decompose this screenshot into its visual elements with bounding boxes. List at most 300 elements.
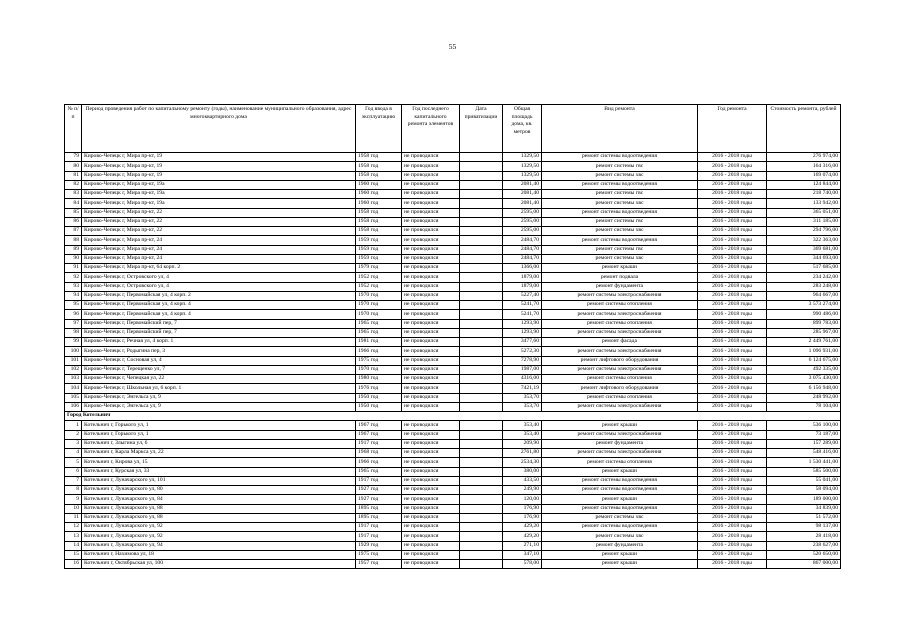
- cell-privatization: [460, 190, 503, 199]
- cell-area: 429,20: [503, 523, 542, 532]
- table-row: [65, 458, 841, 467]
- cell-last-repair: не проводился: [402, 180, 460, 189]
- cell-area: 2081,40: [503, 180, 542, 189]
- cell-year-commissioned: 1967 год: [356, 430, 402, 439]
- cell-repair-year: 2016 - 2018 годы: [698, 245, 767, 254]
- cell-repair-type: ремонт системы хвс: [542, 199, 698, 208]
- cell-privatization: [460, 467, 503, 476]
- cell-privatization: [460, 476, 503, 485]
- cell-num: 92: [65, 273, 82, 282]
- table-row: [65, 338, 841, 347]
- cell-year-commissioned: 1952 год: [356, 282, 402, 291]
- cell-repair-type: ремонт системы водоотведения: [542, 476, 698, 485]
- cell-repair-type: ремонт системы водоотведения: [542, 208, 698, 217]
- repair-table: [64, 104, 841, 569]
- cell-cost: 322 363,00: [767, 236, 841, 245]
- cell-cost: 369 681,00: [767, 245, 841, 254]
- cell-cost: 276 974,00: [767, 153, 841, 162]
- cell-address: Кирово-Чепецк г, Первомайская ул, 4 корп. 4: [82, 310, 356, 319]
- table-row: [65, 282, 841, 291]
- cell-repair-year: 2016 - 2018 годы: [698, 393, 767, 402]
- cell-repair-year: 2016 - 2018 годы: [698, 347, 767, 356]
- cell-address: Котельнич г, Луначарского ул, 80: [82, 486, 356, 495]
- cell-repair-type: ремонт системы отопления: [542, 375, 698, 384]
- cell-area: 7421,19: [503, 384, 542, 393]
- cell-address: Котельнич г, Луначарского ул, 94: [82, 541, 356, 550]
- table-row: [65, 180, 841, 189]
- cell-last-repair: не проводился: [402, 153, 460, 162]
- cell-privatization: [460, 319, 503, 328]
- cell-year-commissioned: 1960 год: [356, 190, 402, 199]
- cell-year-commissioned: 1979 год: [356, 264, 402, 273]
- cell-num: 104: [65, 384, 82, 393]
- table-row: [65, 375, 841, 384]
- cell-address: Кирово-Чепецк г, Островского ул, 4: [82, 282, 356, 291]
- cell-privatization: [460, 550, 503, 559]
- cell-area: 433,50: [503, 476, 542, 485]
- cell-address: Котельнич г, Злыгина ул, 6: [82, 439, 356, 448]
- cell-privatization: [460, 236, 503, 245]
- cell-cost: 520 650,00: [767, 550, 841, 559]
- cell-repair-year: 2016 - 2018 годы: [698, 467, 767, 476]
- cell-repair-year: 2016 - 2018 годы: [698, 541, 767, 550]
- table-row: [65, 467, 841, 476]
- cell-num: 105: [65, 393, 82, 402]
- cell-last-repair: не проводился: [402, 319, 460, 328]
- cell-year-commissioned: 1958 год: [356, 217, 402, 226]
- cell-last-repair: не проводился: [402, 291, 460, 300]
- cell-area: 4316,00: [503, 375, 542, 384]
- cell-year-commissioned: 1957 год: [356, 560, 402, 569]
- cell-address: Кирово-Чепецк г, Первомайский пер, 7: [82, 319, 356, 328]
- cell-num: 8: [65, 486, 82, 495]
- cell-repair-type: ремонт крыши: [542, 495, 698, 504]
- page-number: 55: [448, 42, 457, 51]
- table-row: [65, 523, 841, 532]
- cell-area: 1987,00: [503, 365, 542, 374]
- cell-repair-year: 2016 - 2018 годы: [698, 217, 767, 226]
- cell-last-repair: не проводился: [402, 550, 460, 559]
- cell-address: Кирово-Чепецк г, Мира пр-кт, 64 корп. 2: [82, 264, 356, 273]
- cell-address: Кирово-Чепецк г, Мира пр-кт, 24: [82, 254, 356, 263]
- cell-num: 1: [65, 421, 82, 430]
- cell-cost: 536 100,00: [767, 421, 841, 430]
- cell-privatization: [460, 421, 503, 430]
- cell-last-repair: не проводился: [402, 190, 460, 199]
- cell-last-repair: не проводился: [402, 513, 460, 522]
- cell-repair-type: ремонт системы хвс: [542, 254, 698, 263]
- cell-repair-type: ремонт крыши: [542, 467, 698, 476]
- table-row: [65, 495, 841, 504]
- cell-area: 2595,00: [503, 227, 542, 236]
- cell-address: Кирово-Чепецк г, Речная ул, 4 корп. 1: [82, 338, 356, 347]
- cell-num: 90: [65, 254, 82, 263]
- cell-privatization: [460, 301, 503, 310]
- table-row: [65, 430, 841, 439]
- cell-area: 353,70: [503, 393, 542, 402]
- table-row: [65, 384, 841, 393]
- cell-repair-type: ремонт фундамента: [542, 282, 698, 291]
- cell-repair-year: 2016 - 2018 годы: [698, 504, 767, 513]
- cell-area: 271,10: [503, 541, 542, 550]
- cell-cost: 3 573 274,00: [767, 301, 841, 310]
- cell-privatization: [460, 291, 503, 300]
- table-header-row: [65, 105, 841, 153]
- cell-num: 89: [65, 245, 82, 254]
- table-row: [65, 227, 841, 236]
- table-row: [65, 153, 841, 162]
- cell-num: 103: [65, 375, 82, 384]
- cell-repair-year: 2016 - 2018 годы: [698, 402, 767, 411]
- cell-cost: 6 156 948,00: [767, 384, 841, 393]
- cell-year-commissioned: 1917 год: [356, 439, 402, 448]
- cell-num: 97: [65, 319, 82, 328]
- cell-year-commissioned: 1917 год: [356, 476, 402, 485]
- table-row: [65, 439, 841, 448]
- table-row: [65, 486, 841, 495]
- cell-cost: 169 074,00: [767, 171, 841, 180]
- cell-repair-type: ремонт системы отопления: [542, 393, 698, 402]
- cell-num: 80: [65, 162, 82, 171]
- cell-num: 16: [65, 560, 82, 569]
- cell-area: 120,00: [503, 495, 542, 504]
- cell-area: 1329,50: [503, 153, 542, 162]
- cell-privatization: [460, 532, 503, 541]
- cell-last-repair: не проводился: [402, 384, 460, 393]
- cell-area: 2761,80: [503, 449, 542, 458]
- cell-address: Котельнич г, Луначарского ул, 92: [82, 532, 356, 541]
- cell-last-repair: не проводился: [402, 199, 460, 208]
- cell-cost: 1 096 931,00: [767, 347, 841, 356]
- cell-cost: 124 844,00: [767, 180, 841, 189]
- cell-privatization: [460, 402, 503, 411]
- cell-address: Кирово-Чепецк г, Мира пр-кт, 22: [82, 227, 356, 236]
- cell-num: 15: [65, 550, 82, 559]
- table-row: [65, 365, 841, 374]
- table-row: [65, 560, 841, 569]
- cell-area: 2484,70: [503, 245, 542, 254]
- cell-cost: 157 289,00: [767, 439, 841, 448]
- cell-repair-type: ремонт системы хвс: [542, 171, 698, 180]
- cell-year-commissioned: 1960 год: [356, 180, 402, 189]
- cell-cost: 164 316,00: [767, 162, 841, 171]
- cell-year-commissioned: 1917 год: [356, 532, 402, 541]
- cell-privatization: [460, 560, 503, 569]
- cell-year-commissioned: 1895 год: [356, 504, 402, 513]
- cell-area: 2534,30: [503, 458, 542, 467]
- cell-area: 578,00: [503, 560, 542, 569]
- cell-address: Кирово-Чепецк г, Школьная ул, 6 корп. 1: [82, 384, 356, 393]
- cell-last-repair: не проводился: [402, 282, 460, 291]
- cell-cost: 311 185,00: [767, 217, 841, 226]
- cell-address: Кирово-Чепецк г, Мира пр-кт, 24: [82, 245, 356, 254]
- cell-repair-type: ремонт системы водоотведения: [542, 180, 698, 189]
- header-cost: Стоимость ремонта, рублей: [767, 105, 841, 153]
- cell-repair-type: ремонт крыши: [542, 421, 698, 430]
- cell-cost: 344 693,00: [767, 254, 841, 263]
- cell-num: 98: [65, 328, 82, 337]
- cell-address: Котельнич г, Курская ул, 33: [82, 467, 356, 476]
- cell-cost: 867 000,00: [767, 560, 841, 569]
- cell-num: 96: [65, 310, 82, 319]
- cell-last-repair: не проводился: [402, 430, 460, 439]
- cell-num: 83: [65, 190, 82, 199]
- cell-cost: 55 041,00: [767, 476, 841, 485]
- cell-area: 1293,90: [503, 328, 542, 337]
- cell-cost: 365 051,00: [767, 208, 841, 217]
- cell-cost: 218 740,00: [767, 190, 841, 199]
- cell-area: 176,90: [503, 513, 542, 522]
- cell-last-repair: не проводился: [402, 458, 460, 467]
- cell-year-commissioned: 1958 год: [356, 208, 402, 217]
- cell-year-commissioned: 1958 год: [356, 171, 402, 180]
- cell-address: Кирово-Чепецк г, Мира пр-кт, 24: [82, 236, 356, 245]
- cell-area: 2081,40: [503, 190, 542, 199]
- table-row: [65, 236, 841, 245]
- cell-last-repair: не проводился: [402, 449, 460, 458]
- cell-repair-type: ремонт системы электроснабжения: [542, 310, 698, 319]
- cell-num: 93: [65, 282, 82, 291]
- cell-repair-year: 2016 - 2018 годы: [698, 532, 767, 541]
- cell-area: 1329,50: [503, 171, 542, 180]
- cell-year-commissioned: 1970 год: [356, 310, 402, 319]
- cell-last-repair: не проводился: [402, 328, 460, 337]
- cell-address: Кирово-Чепецк г, Первомайский пер, 7: [82, 328, 356, 337]
- cell-last-repair: не проводился: [402, 476, 460, 485]
- cell-address: Кирово-Чепецк г, Терещенко ул, 7: [82, 365, 356, 374]
- cell-cost: 964 667,00: [767, 291, 841, 300]
- cell-area: 249,90: [503, 486, 542, 495]
- cell-num: 86: [65, 217, 82, 226]
- cell-repair-year: 2016 - 2018 годы: [698, 282, 767, 291]
- cell-repair-type: ремонт системы электроснабжения: [542, 402, 698, 411]
- table-row: [65, 513, 841, 522]
- cell-privatization: [460, 282, 503, 291]
- cell-repair-year: 2016 - 2018 годы: [698, 356, 767, 365]
- table-row: [65, 328, 841, 337]
- cell-address: Кирово-Чепецк г, Первомайская ул, 4 корп. 2: [82, 291, 356, 300]
- section-row: [65, 412, 841, 421]
- cell-num: 2: [65, 430, 82, 439]
- cell-repair-type: ремонт системы водоотведения: [542, 236, 698, 245]
- header-repair-type: Вид ремонта: [542, 105, 698, 153]
- cell-repair-year: 2016 - 2018 годы: [698, 439, 767, 448]
- cell-address: Котельнич г, Карла Маркса ул, 22: [82, 449, 356, 458]
- table-row: [65, 291, 841, 300]
- cell-num: 100: [65, 347, 82, 356]
- cell-repair-year: 2016 - 2018 годы: [698, 523, 767, 532]
- cell-repair-year: 2016 - 2018 годы: [698, 476, 767, 485]
- cell-year-commissioned: 1975 год: [356, 550, 402, 559]
- cell-repair-type: ремонт системы гвс: [542, 190, 698, 199]
- cell-address: Кирово-Чепецк г, Мира пр-кт, 22: [82, 217, 356, 226]
- cell-privatization: [460, 356, 503, 365]
- cell-repair-type: ремонт лифтового оборудования: [542, 384, 698, 393]
- cell-cost: 517 685,00: [767, 264, 841, 273]
- table-row: [65, 273, 841, 282]
- cell-repair-type: ремонт системы электроснабжения: [542, 328, 698, 337]
- cell-cost: 548 416,00: [767, 449, 841, 458]
- cell-area: 2595,00: [503, 208, 542, 217]
- table-body: [65, 153, 841, 569]
- cell-repair-type: ремонт крыши: [542, 264, 698, 273]
- cell-last-repair: не проводился: [402, 162, 460, 171]
- cell-repair-year: 2016 - 2018 годы: [698, 153, 767, 162]
- cell-cost: 133 942,00: [767, 199, 841, 208]
- cell-last-repair: не проводился: [402, 264, 460, 273]
- cell-year-commissioned: 1895 год: [356, 513, 402, 522]
- cell-year-commissioned: 1917 год: [356, 523, 402, 532]
- cell-cost: 248 992,00: [767, 393, 841, 402]
- cell-num: 9: [65, 495, 82, 504]
- cell-cost: 585 500,00: [767, 467, 841, 476]
- cell-repair-year: 2016 - 2018 годы: [698, 560, 767, 569]
- cell-last-repair: не проводился: [402, 365, 460, 374]
- cell-repair-type: ремонт системы отопления: [542, 301, 698, 310]
- cell-address: Кирово-Чепецк г, Родыгина пер, 3: [82, 347, 356, 356]
- cell-address: Кирово-Чепецк г, Мира пр-кт, 19а: [82, 199, 356, 208]
- cell-num: 94: [65, 291, 82, 300]
- cell-repair-year: 2016 - 2018 годы: [698, 254, 767, 263]
- cell-repair-year: 2016 - 2018 годы: [698, 513, 767, 522]
- cell-num: 7: [65, 476, 82, 485]
- cell-repair-year: 2016 - 2018 годы: [698, 199, 767, 208]
- cell-repair-year: 2016 - 2018 годы: [698, 208, 767, 217]
- cell-num: 84: [65, 199, 82, 208]
- cell-repair-type: ремонт системы гвс: [542, 217, 698, 226]
- cell-last-repair: не проводился: [402, 356, 460, 365]
- cell-year-commissioned: 1965 год: [356, 467, 402, 476]
- cell-privatization: [460, 375, 503, 384]
- cell-last-repair: не проводился: [402, 171, 460, 180]
- cell-privatization: [460, 180, 503, 189]
- cell-privatization: [460, 162, 503, 171]
- cell-repair-year: 2016 - 2018 годы: [698, 190, 767, 199]
- cell-year-commissioned: 1929 год: [356, 541, 402, 550]
- cell-repair-type: ремонт фасада: [542, 338, 698, 347]
- cell-last-repair: не проводился: [402, 208, 460, 217]
- cell-area: 353,40: [503, 430, 542, 439]
- cell-repair-year: 2016 - 2018 годы: [698, 227, 767, 236]
- cell-repair-year: 2016 - 2018 годы: [698, 291, 767, 300]
- cell-num: 95: [65, 301, 82, 310]
- cell-last-repair: не проводился: [402, 541, 460, 550]
- cell-last-repair: не проводился: [402, 347, 460, 356]
- cell-area: 2484,70: [503, 236, 542, 245]
- cell-repair-type: ремонт системы водоотведения: [542, 504, 698, 513]
- cell-repair-type: ремонт крыши: [542, 550, 698, 559]
- cell-area: 353,70: [503, 402, 542, 411]
- cell-area: 347,10: [503, 550, 542, 559]
- cell-cost: 3 075 430,00: [767, 375, 841, 384]
- cell-repair-year: 2016 - 2018 годы: [698, 430, 767, 439]
- cell-privatization: [460, 153, 503, 162]
- cell-repair-year: 2016 - 2018 годы: [698, 171, 767, 180]
- cell-area: 5241,70: [503, 310, 542, 319]
- cell-num: 12: [65, 523, 82, 532]
- section-title: Город Котельнич: [65, 412, 841, 421]
- cell-privatization: [460, 264, 503, 273]
- cell-repair-year: 2016 - 2018 годы: [698, 162, 767, 171]
- cell-num: 102: [65, 365, 82, 374]
- cell-repair-type: ремонт системы отопления: [542, 458, 698, 467]
- table-row: [65, 393, 841, 402]
- cell-year-commissioned: 1981 год: [356, 338, 402, 347]
- cell-area: 2081,40: [503, 199, 542, 208]
- cell-repair-type: ремонт системы отопления: [542, 319, 698, 328]
- table-row: [65, 550, 841, 559]
- cell-repair-type: ремонт системы хвс: [542, 532, 698, 541]
- cell-address: Котельнич г, Нахимова ул, 18: [82, 550, 356, 559]
- cell-cost: 6 124 675,00: [767, 356, 841, 365]
- cell-address: Кирово-Чепецк г, Мира пр-кт, 19а: [82, 180, 356, 189]
- cell-year-commissioned: 1958 год: [356, 227, 402, 236]
- cell-repair-type: ремонт системы гвс: [542, 245, 698, 254]
- cell-cost: 2 449 761,00: [767, 338, 841, 347]
- cell-area: 2595,00: [503, 217, 542, 226]
- header-last-repair: Год последнего капитального ремонта элементов: [402, 105, 460, 153]
- table-row: [65, 208, 841, 217]
- cell-year-commissioned: 1950 год: [356, 402, 402, 411]
- cell-cost: 1 530 441,00: [767, 458, 841, 467]
- table-row: [65, 264, 841, 273]
- cell-area: 429,20: [503, 532, 542, 541]
- table-row: [65, 476, 841, 485]
- cell-last-repair: не проводился: [402, 236, 460, 245]
- cell-address: Кирово-Чепецк г, Мира пр-кт, 19а: [82, 190, 356, 199]
- table-row: [65, 162, 841, 171]
- cell-last-repair: не проводился: [402, 254, 460, 263]
- cell-year-commissioned: 1959 год: [356, 245, 402, 254]
- cell-last-repair: не проводился: [402, 227, 460, 236]
- cell-privatization: [460, 217, 503, 226]
- cell-repair-type: ремонт системы электроснабжения: [542, 291, 698, 300]
- cell-repair-year: 2016 - 2018 годы: [698, 384, 767, 393]
- cell-repair-type: ремонт системы электроснабжения: [542, 365, 698, 374]
- cell-privatization: [460, 439, 503, 448]
- cell-privatization: [460, 486, 503, 495]
- cell-area: 2484,70: [503, 254, 542, 263]
- cell-privatization: [460, 365, 503, 374]
- cell-year-commissioned: 1965 год: [356, 319, 402, 328]
- cell-address: Котельнич г, Луначарского ул, 92: [82, 523, 356, 532]
- cell-privatization: [460, 338, 503, 347]
- cell-cost: 98 137,00: [767, 523, 841, 532]
- cell-address: Кирово-Чепецк г, Сосновая ул, 4: [82, 356, 356, 365]
- header-address: Период проведения работ по капитальному ремонту (годы), наименование муниципального образования, адрес многоквартирного дома: [82, 105, 356, 153]
- cell-year-commissioned: 1958 год: [356, 153, 402, 162]
- cell-last-repair: не проводился: [402, 402, 460, 411]
- cell-num: 5: [65, 458, 82, 467]
- cell-repair-type: ремонт лифтового оборудования: [542, 356, 698, 365]
- cell-area: 1879,00: [503, 282, 542, 291]
- cell-privatization: [460, 347, 503, 356]
- cell-privatization: [460, 541, 503, 550]
- cell-last-repair: не проводился: [402, 467, 460, 476]
- cell-last-repair: не проводился: [402, 495, 460, 504]
- cell-repair-type: ремонт системы хвс: [542, 227, 698, 236]
- cell-repair-year: 2016 - 2018 годы: [698, 421, 767, 430]
- cell-repair-year: 2016 - 2018 годы: [698, 550, 767, 559]
- cell-num: 106: [65, 402, 82, 411]
- cell-privatization: [460, 430, 503, 439]
- cell-privatization: [460, 328, 503, 337]
- cell-repair-year: 2016 - 2018 годы: [698, 365, 767, 374]
- cell-last-repair: не проводился: [402, 375, 460, 384]
- cell-year-commissioned: 1965 год: [356, 328, 402, 337]
- cell-year-commissioned: 1960 год: [356, 199, 402, 208]
- cell-num: 85: [65, 208, 82, 217]
